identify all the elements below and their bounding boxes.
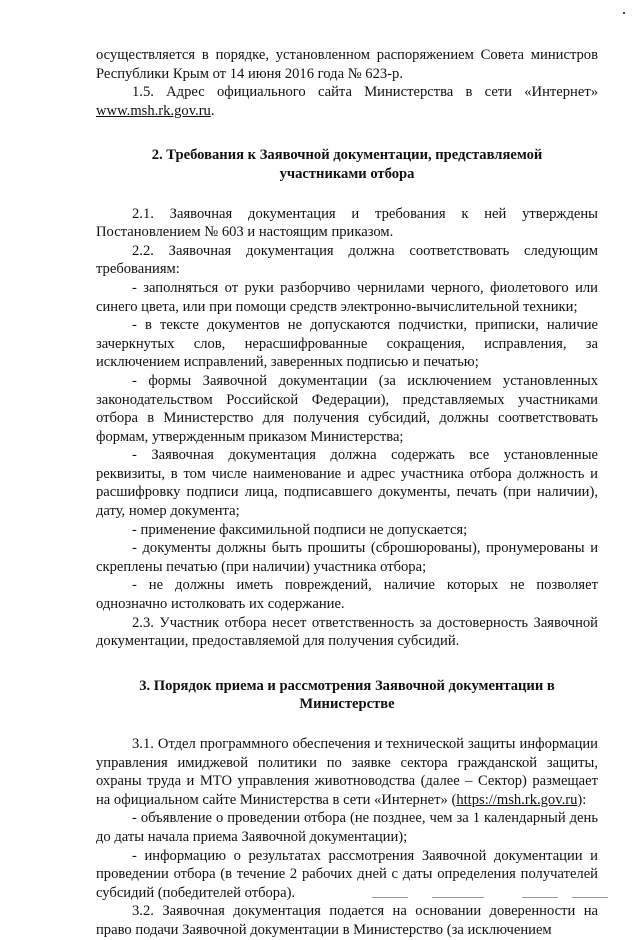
section-2-heading: 2. Требования к Заявочной документации, представляемой участниками отбора: [151, 147, 543, 182]
ministry-site-link[interactable]: www.msh.rk.gov.ru: [96, 102, 211, 119]
paragraph-1-5-text: 1.5. Адрес официального сайта Министерства в сети «Интернет»: [132, 84, 598, 101]
publication-item: - информацию о результатах рассмотрения Заявочной документации и проведении отбора (в течение 2 рабочих дней с даты определения получателей субсидий (победителей отбора).: [96, 847, 598, 901]
requirement-item: - заполняться от руки разборчиво чернилами черного, фиолетового или синего цвета, или при помощи средств электронно-вычислительной техники;: [96, 279, 598, 315]
paragraph-2-1: 2.1. Заявочная документация и требования к ней утверждены Постановлением № 603 и настоящим приказом.: [96, 205, 598, 241]
scan-artifact: [432, 897, 484, 898]
requirement-item: - в тексте документов не допускаются подчистки, приписки, наличие зачеркнутых слов, нерасшифрованные сокращения, исправления, за исключением исправлений, заверенных подписью и печатью;: [96, 317, 598, 371]
scan-artifact: [372, 897, 408, 898]
scan-artifact: [572, 897, 608, 898]
paragraph-3-2: 3.2. Заявочная документация подается на основании доверенности на право подачи Заявочной документации в Министерство (за исключением: [96, 903, 598, 938]
paragraph-3-1-text: 3.1. Отдел программного обеспечения и технической защиты информации управления имиджевой политики по заявке сектора гражданской защиты, охраны труда и МТО управления животноводства (далее – Сектор) размещает на официальном сайте Министерства в сети «Интернет» (: [96, 736, 598, 808]
requirement-item: - формы Заявочной документации (за исключением установленных законодательством Российской Федерации), представляемых участниками отбора в Министерство для получения субсидий, должны соответствовать формам, утвержденным приказом Министерства;: [96, 372, 598, 445]
paragraph-3-1-tail: ):: [577, 791, 587, 808]
requirement-item: - не должны иметь повреждений, наличие которых не позволяет однозначно истолковать их содержание.: [96, 577, 598, 613]
scan-artifact: [522, 897, 558, 898]
ministry-https-link[interactable]: https://msh.rk.gov.ru: [456, 791, 578, 808]
paragraph-1-5-tail: .: [210, 102, 215, 119]
section-3-heading: 3. Порядок приема и рассмотрения Заявочной документации в Министерстве: [139, 677, 555, 713]
paragraph-continuation: осуществляется в порядке, установленном распоряжением Совета министров Республики Крым от 14 июня 2016 года № 623-р.: [96, 47, 598, 82]
requirement-item: - применение факсимильной подписи не допускается;: [132, 521, 468, 538]
scan-speck: [623, 12, 625, 14]
paragraph-3-1: [96, 735, 598, 809]
paragraph-2-2: 2.2. Заявочная документация должна соответствовать следующим требованиям:: [96, 242, 598, 278]
requirement-item: - документы должны быть прошиты (сброшюрованы), пронумерованы и скреплены печатью (при наличии) участника отбора;: [96, 540, 598, 575]
paragraph-1-5: [96, 83, 598, 120]
document-body: [96, 46, 598, 940]
paragraph-2-3: 2.3. Участник отбора несет ответственность за достоверность Заявочной документации, предоставляемой для получения субсидий.: [96, 614, 598, 650]
requirement-item: - Заявочная документация должна содержать все установленные реквизиты, в том числе наименование и адрес участника отбора должность и расшифровку подписи лица, подписавшего документы, печать (при наличии), дату, номер документа;: [96, 447, 598, 520]
publication-item: - объявление о проведении отбора (не позднее, чем за 1 календарный день до даты начала приема Заявочной документации);: [96, 810, 598, 845]
